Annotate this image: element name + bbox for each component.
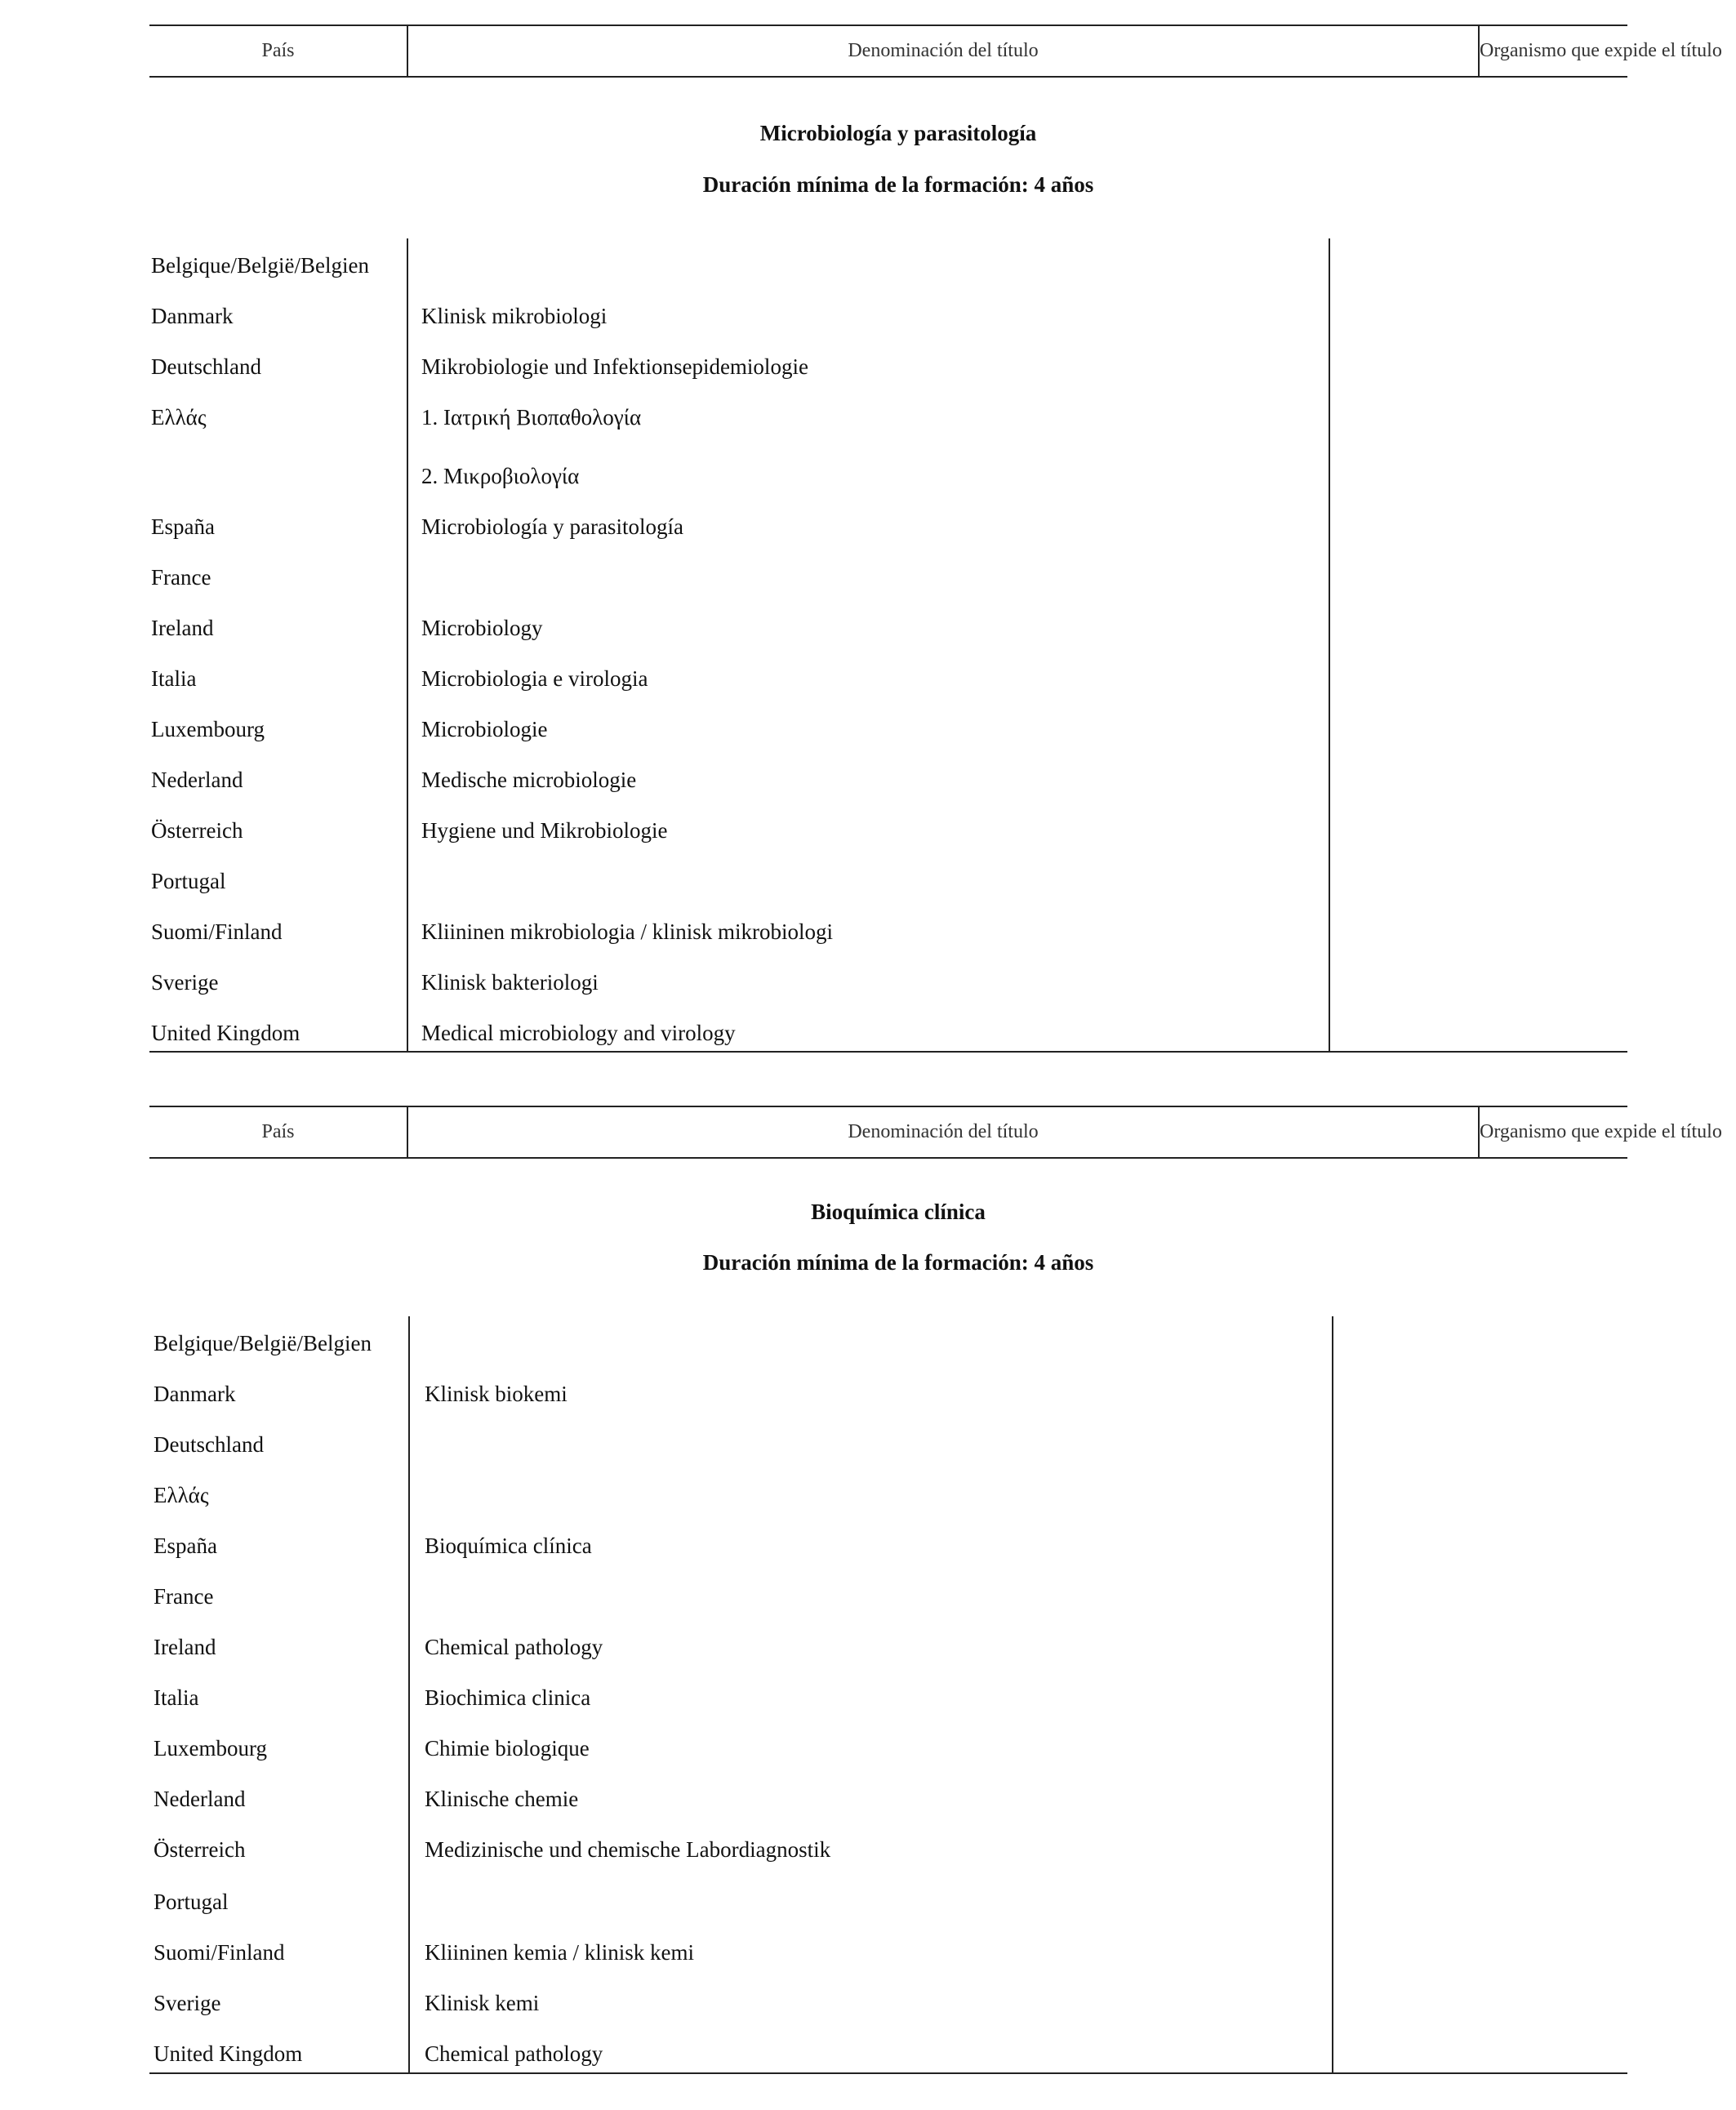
country-cell: Danmark <box>154 1382 236 1406</box>
section-duration: Duración mínima de la formación: 4 años <box>702 172 1094 197</box>
country-cell: Suomi/Finland <box>154 1940 285 1965</box>
degree-title-cell: Chemical pathology <box>425 2041 603 2066</box>
country-cell: France <box>151 565 211 590</box>
table-row <box>0 1787 1736 1819</box>
table-row <box>0 1890 1736 1922</box>
degree-title-cell: Microbiologia e virologia <box>421 666 648 691</box>
country-cell: Deutschland <box>151 354 261 379</box>
country-cell: Portugal <box>154 1890 229 1914</box>
degree-title-cell: Bioquímica clínica <box>425 1534 592 1558</box>
country-cell: United Kingdom <box>154 2041 303 2066</box>
table-row <box>0 1635 1736 1667</box>
table-row <box>0 1685 1736 1718</box>
degree-title-cell: 2. Μικροβιολογία <box>421 464 580 488</box>
country-cell: Österreich <box>151 818 243 843</box>
country-cell: Suomi/Finland <box>151 919 283 944</box>
country-cell: Portugal <box>151 869 226 893</box>
table-row <box>0 1736 1736 1769</box>
degree-title-cell: Klinisk mikrobiologi <box>421 304 608 328</box>
degree-title-cell: 1. Ιατρική Βιοπαθολογία <box>421 405 642 430</box>
section-title: Microbiología y parasitología <box>759 121 1037 145</box>
degree-title-cell: Hygiene und Mikrobiologie <box>421 818 668 843</box>
header-country: País <box>261 40 295 61</box>
country-cell: Österreich <box>154 1837 246 1862</box>
country-cell: Danmark <box>151 304 234 328</box>
degree-title-cell: Medische microbiologie <box>421 768 637 792</box>
country-cell: España <box>151 514 215 539</box>
country-cell: Ireland <box>154 1635 216 1659</box>
degree-title-cell: Klinische chemie <box>425 1787 579 1811</box>
table-row <box>0 565 1736 598</box>
table-row <box>0 304 1736 336</box>
table-row <box>0 1584 1736 1617</box>
degree-title-cell: Mikrobiologie und Infektionsepidemiologie <box>421 354 808 379</box>
degree-title-cell: Klinisk biokemi <box>425 1382 568 1406</box>
header-title: Denominación del título <box>848 40 1039 61</box>
table-row <box>0 405 1736 438</box>
table-header <box>149 24 1722 78</box>
degree-title-cell: Medical microbiology and virology <box>421 1021 736 1045</box>
header-issuing-body: Organismo que expide el título <box>1480 40 1722 61</box>
table-row <box>0 514 1736 547</box>
country-cell: Sverige <box>151 970 219 995</box>
table-row <box>0 1534 1736 1566</box>
table-row <box>0 768 1736 800</box>
table-row <box>0 616 1736 648</box>
degree-title-cell: Biochimica clinica <box>425 1685 591 1710</box>
country-cell: Sverige <box>154 1991 221 2015</box>
degree-title-cell: Chimie biologique <box>425 1736 590 1761</box>
country-cell: Luxembourg <box>154 1736 267 1761</box>
country-cell: Deutschland <box>154 1432 264 1457</box>
country-cell: Italia <box>151 666 197 691</box>
country-cell: Ελλάς <box>151 405 207 430</box>
table-row <box>0 1382 1736 1414</box>
degree-title-cell: Microbiology <box>421 616 543 640</box>
table-row <box>0 869 1736 901</box>
table-row <box>0 1331 1736 1364</box>
table-row <box>0 717 1736 750</box>
table-row <box>0 818 1736 851</box>
table-row <box>0 1483 1736 1516</box>
degree-title-cell: Medizinische und chemische Labordiagnostik <box>425 1837 831 1862</box>
country-cell: Ελλάς <box>154 1483 209 1507</box>
table-row <box>0 1940 1736 1973</box>
table-row <box>0 919 1736 952</box>
table-header <box>149 1106 1722 1159</box>
table-row <box>0 253 1736 286</box>
degree-title-cell: Microbiología y parasitología <box>421 514 683 539</box>
table-row <box>0 970 1736 1003</box>
country-cell: France <box>154 1584 214 1609</box>
table-row <box>0 2041 1736 2074</box>
country-cell: Luxembourg <box>151 717 265 741</box>
country-cell: Nederland <box>154 1787 246 1811</box>
degree-title-cell: Chemical pathology <box>425 1635 603 1659</box>
degree-title-cell: Kliininen kemia / klinisk kemi <box>425 1940 694 1965</box>
country-cell: Ireland <box>151 616 214 640</box>
section-duration: Duración mínima de la formación: 4 años <box>702 1250 1094 1275</box>
header-issuing-body: Organismo que expide el título <box>1480 1121 1722 1142</box>
country-cell: Belgique/België/Belgien <box>154 1331 372 1355</box>
country-cell: Italia <box>154 1685 199 1710</box>
degree-title-cell: Klinisk kemi <box>425 1991 540 2015</box>
degree-title-cell: Microbiologie <box>421 717 548 741</box>
table-row <box>0 354 1736 387</box>
table-row <box>0 666 1736 699</box>
table-row <box>0 1021 1736 1053</box>
country-cell: United Kingdom <box>151 1021 300 1045</box>
country-cell: Belgique/België/Belgien <box>151 253 369 278</box>
section-title: Bioquímica clínica <box>811 1200 986 1224</box>
table-row <box>0 464 1736 496</box>
table-row <box>0 1991 1736 2023</box>
country-cell: Nederland <box>151 768 243 792</box>
degree-title-cell: Klinisk bakteriologi <box>421 970 599 995</box>
header-country: País <box>261 1121 295 1142</box>
degree-title-cell: Kliininen mikrobiologia / klinisk mikrobiologi <box>421 919 833 944</box>
table-row <box>0 1432 1736 1465</box>
country-cell: España <box>154 1534 217 1558</box>
table-row <box>0 1837 1736 1870</box>
header-title: Denominación del título <box>848 1121 1039 1142</box>
